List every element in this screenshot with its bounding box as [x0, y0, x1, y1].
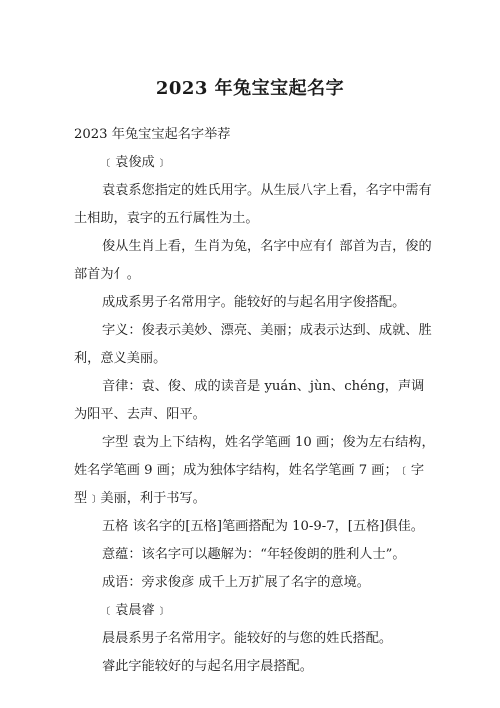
paragraph: 睿此字能较好的与起名用字晨搭配。	[102, 659, 313, 674]
paragraph: 五格 该名字的[五格]笔画搭配为 10-9-7，[五格]俱佳。	[102, 519, 424, 534]
paragraph: 成成系男子名常用字。能较好的与起名用字俊搭配。	[102, 295, 406, 310]
name-entry-heading: ﹝袁俊成﹞	[102, 155, 168, 170]
paragraph: 俊从生肖上看，生肖为兔，名字中应有亻部首为吉，俊的部首为亻。	[74, 239, 432, 282]
document-title: 2023 年兔宝宝起名字	[155, 78, 345, 99]
paragraph: 成语：旁求俊彦 成千上万扩展了名字的意境。	[102, 575, 370, 590]
name-entry-heading: ﹝袁晨睿﹞	[102, 603, 168, 618]
paragraph: 字义：俊表示美妙、漂亮、美丽；成表示达到、成就、胜利，意义美丽。	[74, 323, 432, 366]
paragraph: 晨晨系男子名常用字。能较好的与您的姓氏搭配。	[102, 631, 393, 646]
paragraph: 袁袁系您指定的姓氏用字。从生辰八字上看，名字中需有土相助，袁字的五行属性为土。	[74, 183, 432, 226]
paragraph: 意蕴：该名字可以趣解为：“年轻俊朗的胜利人士”。	[102, 547, 406, 562]
paragraph: 音律：袁、俊、成的读音是 yuán、jùn、chéng，声调为阳平、去声、阳平。	[74, 379, 425, 422]
paragraph: 字型 袁为上下结构，姓名学笔画 10 画；俊为左右结构，姓名学笔画 9 画；成为独体字结构，姓名学笔画 7 画；﹝字型﹞美丽，利于书写。	[74, 435, 435, 506]
section-heading: 2023 年兔宝宝起名字举荐	[74, 127, 231, 142]
document-body	[74, 121, 436, 681]
